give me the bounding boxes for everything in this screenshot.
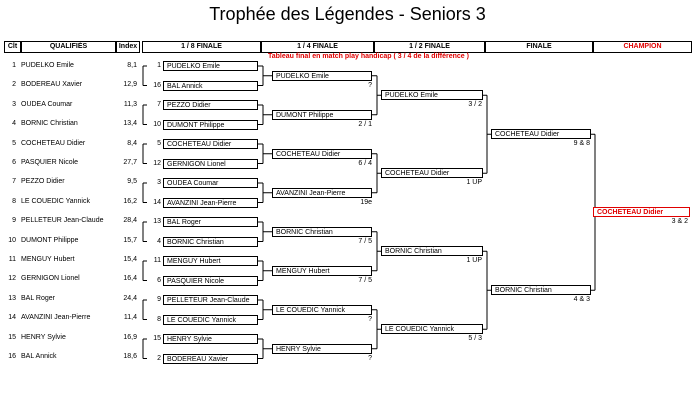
player-seed: 1 bbox=[12, 62, 16, 69]
r16-entry: GERNIGON Lionel bbox=[163, 159, 258, 169]
player-seed: 14 bbox=[8, 314, 16, 322]
r16-entry: AVANZINI Jean-Pierre bbox=[163, 198, 258, 208]
player-index: 16,4 bbox=[123, 275, 137, 283]
player-seed: 4 bbox=[12, 120, 16, 128]
player-seed: 12 bbox=[8, 275, 16, 283]
player-seed: 11 bbox=[8, 256, 16, 263]
qf-result: 2 / 1 bbox=[358, 120, 372, 128]
champion-entry: COCHETEAU Didier bbox=[593, 207, 690, 217]
header-qualifies: QUALIFIÉS bbox=[21, 41, 116, 53]
player-name: PELLETEUR Jean-Claude bbox=[21, 217, 104, 225]
r16-entry: COCHETEAU Didier bbox=[163, 139, 258, 149]
player-name: MENGUY Hubert bbox=[21, 256, 75, 263]
r16-entry: BAL Roger bbox=[163, 217, 258, 227]
player-index: 13,4 bbox=[123, 120, 137, 128]
player-name: BORNIC Christian bbox=[21, 120, 78, 128]
player-seed: 3 bbox=[12, 100, 16, 108]
qf-entry: LE COUEDIC Yannick bbox=[272, 305, 372, 315]
player-name: BAL Annick bbox=[21, 353, 57, 360]
final-result: 9 & 8 bbox=[573, 140, 590, 148]
sf-result: 5 / 3 bbox=[468, 335, 482, 343]
r16-seed: 16 bbox=[153, 81, 161, 89]
page-title: Trophée des Légendes - Seniors 3 bbox=[209, 4, 486, 24]
qf-entry: HENRY Sylvie bbox=[272, 344, 372, 354]
final-result: 4 & 3 bbox=[573, 296, 590, 304]
player-index: 15,7 bbox=[123, 236, 137, 244]
qf-entry: COCHETEAU Didier bbox=[272, 149, 372, 159]
sf-entry: LE COUEDIC Yannick bbox=[381, 324, 483, 334]
player-name: PEZZO Didier bbox=[21, 178, 65, 186]
sf-result: 1 UP bbox=[466, 257, 482, 265]
qf-entry: DUMONT Philippe bbox=[272, 110, 372, 120]
player-index: 28,4 bbox=[123, 217, 137, 225]
player-name: PUDELKO Emile bbox=[21, 62, 74, 69]
qf-result: ? bbox=[368, 81, 372, 89]
header-index: Index bbox=[116, 41, 140, 53]
header-sf: 1 / 2 FINALE bbox=[374, 41, 485, 53]
player-index: 11,4 bbox=[123, 314, 137, 322]
player-index: 16,9 bbox=[123, 333, 137, 341]
r16-entry: HENRY Sylvie bbox=[163, 334, 258, 344]
qf-result: 7 / 5 bbox=[358, 276, 372, 284]
qf-result: 19e bbox=[360, 198, 372, 206]
r16-seed: 9 bbox=[157, 296, 161, 303]
r16-entry: LE COUEDIC Yannick bbox=[163, 315, 258, 325]
player-name: HENRY Sylvie bbox=[21, 333, 66, 341]
r16-seed: 11 bbox=[153, 257, 161, 264]
player-name: AVANZINI Jean-Pierre bbox=[21, 314, 91, 322]
player-name: BAL Roger bbox=[21, 294, 55, 302]
qf-entry: MENGUY Hubert bbox=[272, 266, 372, 276]
r16-entry: DUMONT Philippe bbox=[163, 120, 258, 130]
player-name: BODEREAU Xavier bbox=[21, 81, 83, 89]
qf-result: ? bbox=[368, 354, 372, 362]
player-name: LE COUEDIC Yannick bbox=[21, 197, 90, 205]
header-qf: 1 / 4 FINALE bbox=[261, 41, 374, 53]
qf-entry: AVANZINI Jean-Pierre bbox=[272, 188, 372, 198]
player-index: 16,2 bbox=[123, 197, 137, 205]
player-seed: 16 bbox=[8, 353, 16, 360]
r16-seed: 12 bbox=[153, 159, 161, 167]
champion-result: 3 & 2 bbox=[671, 218, 688, 226]
r16-entry: OUDEA Coumar bbox=[163, 178, 258, 188]
r16-seed: 4 bbox=[157, 237, 161, 245]
r16-entry: PUDELKO Emile bbox=[163, 61, 258, 71]
r16-seed: 3 bbox=[157, 179, 161, 186]
player-seed: 6 bbox=[12, 159, 16, 166]
qf-entry: PUDELKO Emile bbox=[272, 71, 372, 81]
r16-entry: PELLETEUR Jean-Claude bbox=[163, 295, 258, 305]
player-index: 24,4 bbox=[123, 294, 137, 302]
player-seed: 10 bbox=[8, 236, 16, 244]
r16-entry: PEZZO Didier bbox=[163, 100, 258, 110]
header-r16: 1 / 8 FINALE bbox=[142, 41, 261, 53]
player-index: 15,4 bbox=[123, 256, 137, 263]
player-seed: 2 bbox=[12, 81, 16, 89]
player-index: 27,7 bbox=[123, 159, 137, 166]
r16-seed: 13 bbox=[153, 218, 161, 225]
player-index: 8,1 bbox=[127, 62, 137, 69]
player-name: GERNIGON Lionel bbox=[21, 275, 80, 283]
r16-seed: 10 bbox=[153, 120, 161, 128]
header-champion: CHAMPION bbox=[593, 41, 692, 53]
player-seed: 13 bbox=[8, 294, 16, 302]
r16-seed: 14 bbox=[153, 198, 161, 206]
player-seed: 7 bbox=[12, 178, 16, 186]
player-index: 9,5 bbox=[127, 178, 137, 186]
player-name: OUDEA Coumar bbox=[21, 100, 73, 108]
r16-seed: 7 bbox=[157, 101, 161, 108]
sf-result: 3 / 2 bbox=[468, 101, 482, 109]
format-note: Tableau final en match play handicap ( 3 / 4 de la différence ) bbox=[268, 53, 469, 60]
r16-entry: MENGUY Hubert bbox=[163, 256, 258, 266]
final-entry: COCHETEAU Didier bbox=[491, 129, 591, 139]
qf-result: 7 / 5 bbox=[358, 237, 372, 245]
player-name: DUMONT Philippe bbox=[21, 236, 79, 244]
r16-entry: BORNIC Christian bbox=[163, 237, 258, 247]
r16-entry: PASQUIER Nicole bbox=[163, 276, 258, 286]
qf-entry: BORNIC Christian bbox=[272, 227, 372, 237]
final-entry: BORNIC Christian bbox=[491, 285, 591, 295]
r16-entry: BODEREAU Xavier bbox=[163, 354, 258, 364]
r16-entry: BAL Annick bbox=[163, 81, 258, 91]
sf-entry: COCHETEAU Didier bbox=[381, 168, 483, 178]
header-final: FINALE bbox=[485, 41, 593, 53]
r16-seed: 5 bbox=[157, 140, 161, 147]
r16-seed: 1 bbox=[157, 62, 161, 69]
sf-entry: BORNIC Christian bbox=[381, 246, 483, 256]
player-index: 8,4 bbox=[127, 139, 137, 147]
header-clt: Clt bbox=[4, 41, 21, 53]
player-seed: 15 bbox=[8, 333, 16, 341]
r16-seed: 15 bbox=[153, 335, 161, 342]
r16-seed: 2 bbox=[157, 354, 161, 362]
player-index: 18,6 bbox=[123, 353, 137, 360]
player-seed: 8 bbox=[12, 197, 16, 205]
r16-seed: 8 bbox=[157, 315, 161, 323]
qf-result: 6 / 4 bbox=[358, 159, 372, 167]
player-index: 11,3 bbox=[123, 100, 137, 108]
r16-seed: 6 bbox=[157, 276, 161, 284]
qf-result: ? bbox=[368, 315, 372, 323]
player-index: 12,9 bbox=[123, 81, 137, 89]
sf-entry: PUDELKO Emile bbox=[381, 90, 483, 100]
player-seed: 5 bbox=[12, 139, 16, 147]
player-name: COCHETEAU Didier bbox=[21, 139, 86, 147]
sf-result: 1 UP bbox=[466, 179, 482, 187]
player-seed: 9 bbox=[12, 217, 16, 225]
player-name: PASQUIER Nicole bbox=[21, 159, 79, 166]
